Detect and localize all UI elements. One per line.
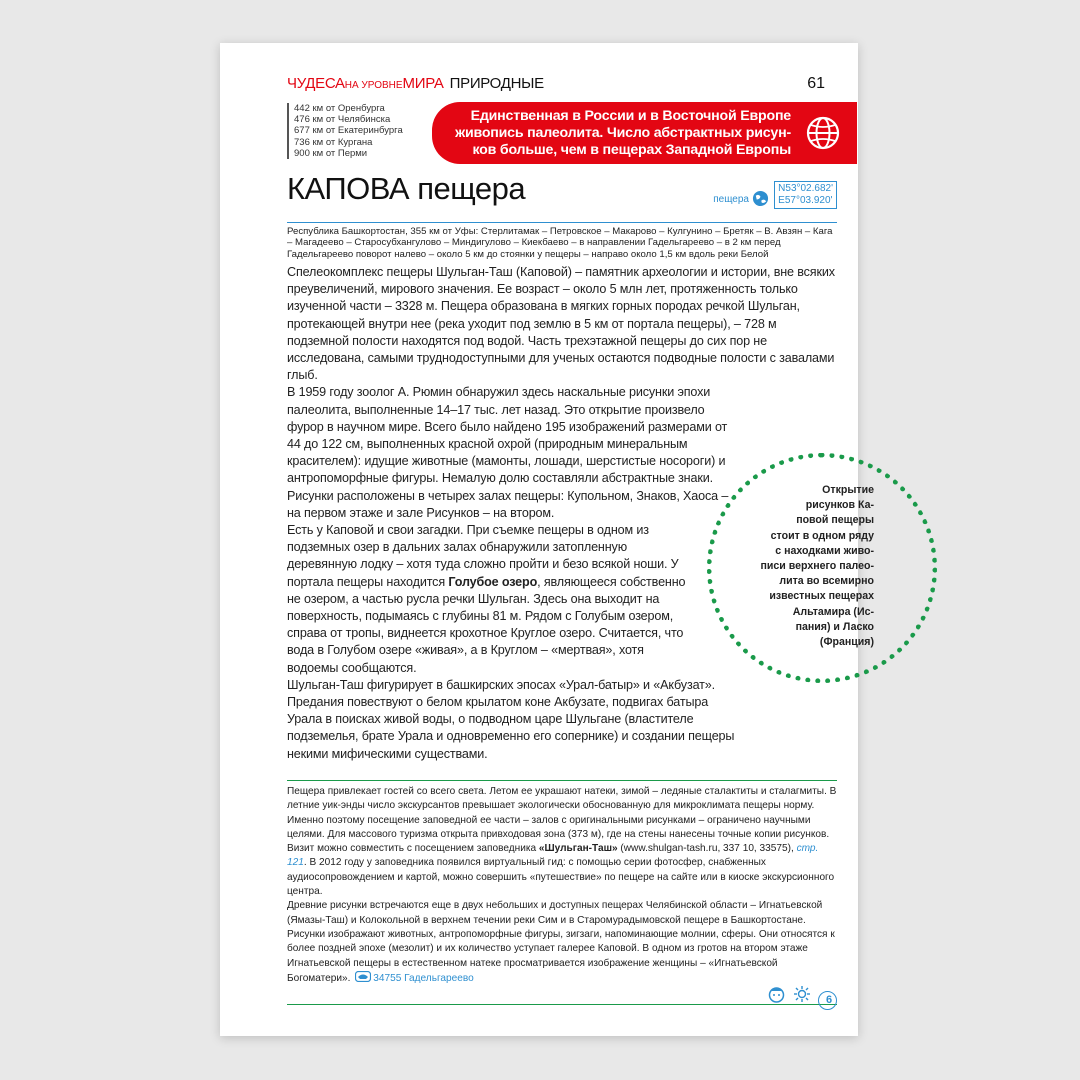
paragraph: В 1959 году зоолог А. Рюмин обнаружил здесь наскальные рисунки эпохи палеолита, выполненные 14–17 тыс. лет назад. Это открытие произвело фурор в научном мире. Всего было найдено 195 изображений размерами от 44 до 122 см, выполненных красной охрой (природным минеральным красителем): идущие животные (мамонты, лошади, шерстистые носороги) и антропоморфные фигуры. Немалую долю составляли абстрактные знаки. Рисунки расположены в четырех залах пещеры: Купольном, Знаков, Хаоса – на первом этаже и зале Рисунков – на втором. — [287, 385, 729, 520]
rating-badge — [818, 991, 837, 1010]
latitude: N53°02.682' — [778, 183, 833, 194]
distance-item: 677 км от Екатеринбурга — [294, 125, 403, 137]
paragraph-text: Пещера привлекает гостей со всего света. Летом ее украшают натеки, зимой – ледяные сталактиты и сталагмиты. В летние уик-энды число экскурсантов превышает экологически обоснованную для микроклимата пещеры норму. Именно поэтому посещение заповедной ее части – залов с оригинальными рисунками – ограничено научными целями. Для массового туризма открыта привходовая зона (373 м), где на стены нанесены точные копии рисунков. Визит можно совместить с посещением заповедника — [287, 786, 837, 855]
aside-line: рисунков Ка- — [805, 499, 874, 512]
banner-line: ков больше, чем в пещерах Западной Европы — [472, 142, 791, 158]
route-description: Республика Башкортостан, 355 км от Уфы: Стерлитамак – Петровское – Макарово – Кулгунино – Бретяк – В. Авзян – Кага – Магадеево – Старосубхангулово – Миндигулово – Киекбаево – в направлении Гадельгареево – в 2 км перед Гадельгареево поворот налево – около 5 км до стоянки у пещеры – направо около 1,5 км вдоль реки Белой — [287, 226, 833, 260]
coordinates-box — [774, 181, 837, 209]
distance-item: 736 км от Кургана — [294, 136, 373, 148]
sun-snow-icon — [793, 985, 811, 1008]
distance-item: 476 км от Челябинска — [294, 114, 391, 126]
divider — [287, 780, 837, 781]
phone-number: 34755 Гадельгареево — [373, 972, 474, 984]
geo-label: пещера — [713, 194, 749, 205]
aside-line: стоит в одном ряду — [770, 529, 874, 542]
divider — [287, 1004, 837, 1005]
paragraph — [287, 522, 687, 677]
banner-text — [436, 108, 791, 159]
child-icon — [768, 986, 785, 1008]
page-reference-link[interactable]: стр. 121 — [287, 843, 819, 869]
aside-line: Открытие — [822, 484, 874, 496]
visitor-info — [287, 785, 837, 986]
series-title-part2: НА УРОВНЕ — [344, 80, 403, 91]
phone-icon — [355, 971, 371, 982]
book-page — [220, 43, 874, 1036]
aside-line: повой пещеры — [796, 514, 874, 527]
page-title: КАПОВА пещера — [287, 171, 526, 206]
aside-line: пания) и Ласко — [795, 620, 874, 633]
paragraph-text: . В 2012 году у заповедника появился виртуальный гид: с помощью серии фотосфер, снабженных аудиосопровождением и картой, можно совершить «путешествие» по пещере на сайте или в киоске экскурсионного центра. — [287, 857, 835, 898]
series-title — [287, 75, 544, 93]
highlight-banner — [432, 102, 857, 164]
section-name: ПРИРОДНЫЕ — [449, 75, 544, 92]
divider — [287, 222, 837, 223]
aside-line: с находками живо- — [775, 544, 874, 557]
rating-value: 6 — [825, 994, 833, 1006]
paragraph — [287, 899, 837, 986]
earth-icon — [752, 190, 769, 207]
banner-line: живопись палеолита. Число абстрактных рисун- — [455, 125, 791, 141]
page-number: 61 — [807, 75, 825, 92]
reserve-name: «Шульган-Таш» — [538, 843, 618, 855]
globe-icon — [805, 115, 841, 151]
paragraph-text: Древние рисунки встречаются еще в двух небольших и доступных пещерах Челябинской области – Игнатьевской (Ямазы-Таш) и Колокольной в верхнем течении реки Сим и в Старомурадымовской пещере в Башкортостане. Рисунки изображают животных, антропоморфные фигуры, зигзаги, напоминающие молнии, сферы. Они относятся к более поздней эпохе (мезолит) и их количество уступает галерее Каповой. В одном из гротов на втором этаже Игнатьевской пещеры в естественном натеке просматривается изображение женщины – «Игнатьевской Богоматери». — [287, 900, 835, 984]
aside-line: известных пещерах — [769, 590, 874, 603]
paragraph: Спелеокомплекс пещеры Шульган-Таш (Каповой) – памятник археологии и истории, вне всяких преувеличений, мирового значения. Ее возраст – около 5 млн лет, протяженность только изученной части – 3328 м. Пещера образована в мягких горных породах речкой Шульган, протекающей внутри нее (река уходит под землю в 5 км от портала пещеры), – 728 м подземной полости находятся под водой. Часть трехэтажной пещеры до сих пор не исследована, самыми труднодоступными для ученых остаются подводные полости с завалами глыб. — [287, 265, 835, 383]
paragraph — [287, 785, 837, 899]
paragraph-text: Есть у Каповой и свои загадки. При съемке пещеры в одном из подземных озер в дальних залах обнаружили затопленную деревянную лодку – хотя туда сложно пройти и безо всякой ноши. У портала пещеры находится — [287, 523, 679, 589]
banner-line: Единственная в России и в Восточной Европе — [470, 108, 791, 124]
footer-icons — [765, 985, 837, 1006]
distance-item: 442 км от Оренбурга — [294, 103, 385, 114]
aside-line: писи верхнего палео- — [760, 560, 874, 573]
longitude: E57°03.920' — [778, 195, 833, 206]
distance-list — [287, 103, 434, 159]
aside-line: (Франция) — [819, 636, 874, 649]
series-title-part3: МИРА — [402, 75, 444, 92]
distance-item: 900 км от Перми — [294, 147, 368, 159]
aside-line: Альтамира (Ис- — [792, 605, 874, 618]
running-header — [287, 73, 837, 95]
aside-note — [740, 483, 874, 650]
series-title-part1: ЧУДЕСА — [287, 75, 345, 92]
paragraph-text: (www.shulgan-tash.ru, 337 10, 33575), — [617, 843, 797, 855]
geo-coordinates — [637, 181, 837, 211]
lake-name: Голубое озеро — [448, 574, 538, 589]
aside-line: лита во всемирно — [779, 575, 874, 588]
paragraph-text: , являющееся собственно не озером, а частью русла речки Шульган. Здесь она выходит на поверхность, подымаясь с глубины 81 м. Рядом с Голубым озером, справа от тропы, виднеется крохотное Круглое озеро. Считается, что вода в Голубом озере «живая», а в Круглом – «мертвая», хотя водоемы сообщаются. — [287, 574, 686, 675]
paragraph: Шульган-Таш фигурирует в башкирских эпосах «Урал-батыр» и «Акбузат». Предания повествуют о белом крылатом коне Акбузате, подвигах батыра Урала в поисках живой воды, о подводном царе Шульгане (властителе подземелья, брате Урала и одновременно его сопернике) и создании пещеры некими мифическими существами. — [287, 677, 735, 761]
